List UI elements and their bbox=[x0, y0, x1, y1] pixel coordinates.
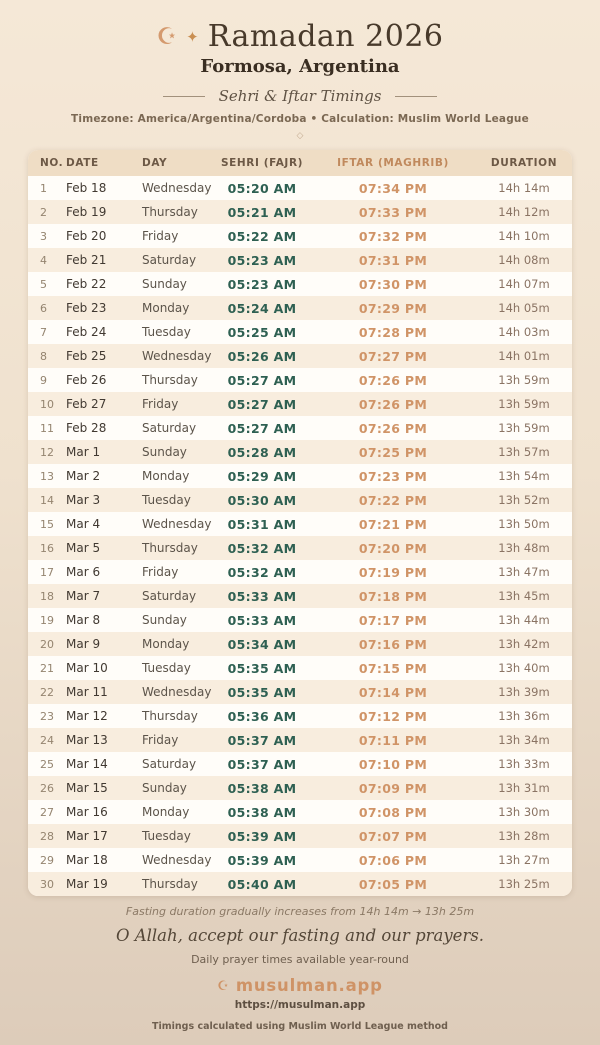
row-duration: 14h 05m bbox=[498, 301, 550, 315]
row-duration: 13h 36m bbox=[498, 709, 550, 723]
table-row bbox=[28, 680, 572, 704]
row-iftar-time: 07:19 PM bbox=[358, 564, 428, 580]
row-duration: 13h 34m bbox=[498, 733, 550, 747]
row-number: 5 bbox=[40, 277, 47, 291]
row-day: Sunday bbox=[142, 445, 187, 459]
row-duration: 13h 31m bbox=[498, 781, 550, 795]
calculation-method-note: Timings calculated using Muslim World League method bbox=[152, 1020, 448, 1032]
row-day: Wednesday bbox=[142, 853, 212, 867]
row-iftar-time: 07:15 PM bbox=[358, 660, 428, 676]
dua-quote: O Allah, accept our fasting and our prayers. bbox=[115, 926, 485, 945]
table-row bbox=[28, 536, 572, 560]
row-number: 7 bbox=[40, 325, 47, 339]
row-duration: 13h 45m bbox=[498, 589, 550, 603]
row-date: Feb 18 bbox=[66, 181, 107, 195]
row-number: 16 bbox=[40, 541, 54, 555]
table-row bbox=[28, 632, 572, 656]
row-day: Wednesday bbox=[142, 685, 212, 699]
row-duration: 14h 10m bbox=[498, 229, 550, 243]
row-number: 8 bbox=[40, 349, 47, 363]
row-date: Feb 27 bbox=[66, 397, 107, 411]
row-number: 22 bbox=[40, 685, 54, 699]
column-header-no: NO. bbox=[40, 157, 64, 169]
row-day: Thursday bbox=[142, 541, 198, 555]
row-date: Mar 3 bbox=[66, 493, 101, 507]
row-day: Sunday bbox=[142, 781, 187, 795]
column-header-duration: DURATION bbox=[490, 157, 558, 169]
row-number: 9 bbox=[40, 373, 47, 387]
row-iftar-time: 07:07 PM bbox=[358, 828, 428, 844]
row-duration: 13h 50m bbox=[498, 517, 550, 531]
row-number: 18 bbox=[40, 589, 54, 603]
row-sehri-time: 05:22 AM bbox=[227, 228, 297, 244]
row-number: 12 bbox=[40, 445, 54, 459]
row-sehri-time: 05:24 AM bbox=[227, 300, 297, 316]
table-row bbox=[28, 584, 572, 608]
row-duration: 13h 28m bbox=[498, 829, 550, 843]
row-duration: 13h 54m bbox=[498, 469, 550, 483]
row-sehri-time: 05:27 AM bbox=[227, 372, 297, 388]
table-row bbox=[28, 440, 572, 464]
row-date: Mar 15 bbox=[66, 781, 108, 795]
table-row bbox=[28, 224, 572, 248]
header bbox=[0, 0, 600, 142]
row-sehri-time: 05:31 AM bbox=[227, 516, 297, 532]
row-iftar-time: 07:09 PM bbox=[358, 780, 428, 796]
timings-subtitle: Sehri & Iftar Timings bbox=[218, 87, 382, 105]
table-row bbox=[28, 200, 572, 224]
row-iftar-time: 07:12 PM bbox=[358, 708, 428, 724]
table-row bbox=[28, 800, 572, 824]
row-sehri-time: 05:30 AM bbox=[227, 492, 297, 508]
row-iftar-time: 07:31 PM bbox=[358, 252, 428, 268]
row-duration: 13h 39m bbox=[498, 685, 550, 699]
location-subtitle: Formosa, Argentina bbox=[200, 56, 400, 77]
brand-row bbox=[0, 978, 600, 995]
row-day: Tuesday bbox=[142, 661, 191, 675]
row-duration: 13h 25m bbox=[498, 877, 550, 891]
row-iftar-time: 07:33 PM bbox=[358, 204, 428, 220]
table-row bbox=[28, 344, 572, 368]
row-duration: 14h 08m bbox=[498, 253, 550, 267]
row-duration: 14h 07m bbox=[498, 277, 550, 291]
row-iftar-time: 07:05 PM bbox=[358, 876, 428, 892]
row-iftar-time: 07:26 PM bbox=[358, 420, 428, 436]
table-row bbox=[28, 608, 572, 632]
row-day: Saturday bbox=[142, 757, 197, 771]
row-number: 1 bbox=[40, 181, 47, 195]
column-header-day: DAY bbox=[142, 157, 168, 169]
column-header-date: DATE bbox=[66, 157, 99, 169]
row-number: 21 bbox=[40, 661, 54, 675]
row-duration: 13h 52m bbox=[498, 493, 550, 507]
row-day: Tuesday bbox=[142, 829, 191, 843]
row-iftar-time: 07:34 PM bbox=[358, 180, 428, 196]
row-number: 13 bbox=[40, 469, 54, 483]
row-number: 25 bbox=[40, 757, 54, 771]
row-day: Monday bbox=[142, 301, 190, 315]
row-sehri-time: 05:20 AM bbox=[227, 180, 297, 196]
row-iftar-time: 07:30 PM bbox=[358, 276, 428, 292]
table-row bbox=[28, 488, 572, 512]
row-sehri-time: 05:35 AM bbox=[227, 684, 297, 700]
row-sehri-time: 05:33 AM bbox=[227, 612, 297, 628]
row-date: Mar 12 bbox=[66, 709, 108, 723]
row-date: Feb 21 bbox=[66, 253, 107, 267]
row-number: 3 bbox=[40, 229, 47, 243]
crescent-moon-icon: ☪ bbox=[156, 23, 178, 50]
timezone-calculation-meta: Timezone: America/Argentina/Cordoba • Calculation: Muslim World League bbox=[71, 113, 529, 125]
table-row bbox=[28, 416, 572, 440]
row-sehri-time: 05:38 AM bbox=[227, 780, 297, 796]
row-sehri-time: 05:32 AM bbox=[227, 564, 297, 580]
row-iftar-time: 07:20 PM bbox=[358, 540, 428, 556]
row-sehri-time: 05:39 AM bbox=[227, 828, 297, 844]
row-date: Mar 10 bbox=[66, 661, 108, 675]
row-day: Thursday bbox=[142, 877, 198, 891]
row-number: 4 bbox=[40, 253, 47, 267]
row-date: Feb 24 bbox=[66, 325, 107, 339]
brand-name: musulman.app bbox=[235, 976, 383, 995]
row-sehri-time: 05:34 AM bbox=[227, 636, 297, 652]
table-row bbox=[28, 728, 572, 752]
row-day: Friday bbox=[142, 229, 179, 243]
row-duration: 14h 03m bbox=[498, 325, 550, 339]
row-number: 29 bbox=[40, 853, 54, 867]
row-sehri-time: 05:39 AM bbox=[227, 852, 297, 868]
row-iftar-time: 07:08 PM bbox=[358, 804, 428, 820]
row-date: Mar 5 bbox=[66, 541, 101, 555]
row-date: Mar 7 bbox=[66, 589, 101, 603]
row-duration: 14h 12m bbox=[498, 205, 550, 219]
tagline: Daily prayer times available year-round bbox=[191, 953, 409, 966]
row-sehri-time: 05:40 AM bbox=[227, 876, 297, 892]
row-duration: 13h 57m bbox=[498, 445, 550, 459]
row-day: Monday bbox=[142, 637, 190, 651]
row-date: Mar 17 bbox=[66, 829, 108, 843]
row-sehri-time: 05:37 AM bbox=[227, 756, 297, 772]
row-date: Feb 28 bbox=[66, 421, 107, 435]
row-day: Saturday bbox=[142, 421, 197, 435]
row-day: Thursday bbox=[142, 373, 198, 387]
row-sehri-time: 05:38 AM bbox=[227, 804, 297, 820]
flourish-line-right bbox=[395, 96, 437, 97]
row-number: 28 bbox=[40, 829, 54, 843]
row-duration: 13h 44m bbox=[498, 613, 550, 627]
subtitle-row bbox=[0, 87, 600, 105]
row-date: Feb 26 bbox=[66, 373, 107, 387]
row-sehri-time: 05:36 AM bbox=[227, 708, 297, 724]
row-duration: 13h 42m bbox=[498, 637, 550, 651]
row-date: Feb 22 bbox=[66, 277, 107, 291]
diamond-separator-icon: ◇ bbox=[296, 131, 304, 141]
row-number: 26 bbox=[40, 781, 54, 795]
row-sehri-time: 05:27 AM bbox=[227, 396, 297, 412]
row-day: Wednesday bbox=[142, 181, 212, 195]
row-sehri-time: 05:27 AM bbox=[227, 420, 297, 436]
table-row bbox=[28, 560, 572, 584]
flourish-line-left bbox=[163, 96, 205, 97]
row-day: Friday bbox=[142, 733, 179, 747]
row-sehri-time: 05:29 AM bbox=[227, 468, 297, 484]
row-day: Saturday bbox=[142, 589, 197, 603]
table-row bbox=[28, 824, 572, 848]
row-day: Tuesday bbox=[142, 325, 191, 339]
table-row bbox=[28, 848, 572, 872]
row-day: Thursday bbox=[142, 709, 198, 723]
row-number: 6 bbox=[40, 301, 47, 315]
row-date: Feb 23 bbox=[66, 301, 107, 315]
row-sehri-time: 05:37 AM bbox=[227, 732, 297, 748]
row-iftar-time: 07:29 PM bbox=[358, 300, 428, 316]
footer bbox=[0, 904, 600, 1033]
row-day: Wednesday bbox=[142, 517, 212, 531]
row-sehri-time: 05:32 AM bbox=[227, 540, 297, 556]
table-row bbox=[28, 272, 572, 296]
timetable-card bbox=[28, 150, 572, 896]
row-day: Monday bbox=[142, 805, 190, 819]
row-iftar-time: 07:27 PM bbox=[358, 348, 428, 364]
row-date: Mar 1 bbox=[66, 445, 101, 459]
row-number: 19 bbox=[40, 613, 54, 627]
row-day: Friday bbox=[142, 565, 179, 579]
row-number: 10 bbox=[40, 397, 54, 411]
row-sehri-time: 05:25 AM bbox=[227, 324, 297, 340]
table-row bbox=[28, 704, 572, 728]
row-date: Mar 16 bbox=[66, 805, 108, 819]
table-header-row bbox=[28, 150, 572, 176]
row-date: Mar 14 bbox=[66, 757, 108, 771]
row-number: 14 bbox=[40, 493, 54, 507]
row-date: Mar 19 bbox=[66, 877, 108, 891]
table-row bbox=[28, 248, 572, 272]
sparkle-star-icon: ✦ bbox=[186, 27, 199, 46]
row-day: Wednesday bbox=[142, 349, 212, 363]
row-sehri-time: 05:26 AM bbox=[227, 348, 297, 364]
row-number: 27 bbox=[40, 805, 54, 819]
row-date: Mar 18 bbox=[66, 853, 108, 867]
row-date: Mar 6 bbox=[66, 565, 101, 579]
table-row bbox=[28, 368, 572, 392]
row-day: Sunday bbox=[142, 277, 187, 291]
row-iftar-time: 07:22 PM bbox=[358, 492, 428, 508]
row-sehri-time: 05:35 AM bbox=[227, 660, 297, 676]
table-row bbox=[28, 752, 572, 776]
table-row bbox=[28, 464, 572, 488]
row-day: Saturday bbox=[142, 253, 197, 267]
column-header-iftar: IFTAR (MAGHRIB) bbox=[337, 157, 449, 169]
row-duration: 14h 01m bbox=[498, 349, 550, 363]
row-date: Mar 2 bbox=[66, 469, 101, 483]
row-iftar-time: 07:17 PM bbox=[358, 612, 428, 628]
table-row bbox=[28, 512, 572, 536]
row-date: Feb 19 bbox=[66, 205, 107, 219]
title-row bbox=[0, 18, 600, 56]
row-duration: 13h 59m bbox=[498, 373, 550, 387]
row-duration: 14h 14m bbox=[498, 181, 550, 195]
row-duration: 13h 47m bbox=[498, 565, 550, 579]
row-date: Mar 8 bbox=[66, 613, 101, 627]
row-number: 20 bbox=[40, 637, 54, 651]
row-duration: 13h 59m bbox=[498, 397, 550, 411]
row-day: Monday bbox=[142, 469, 190, 483]
row-day: Friday bbox=[142, 397, 179, 411]
row-iftar-time: 07:18 PM bbox=[358, 588, 428, 604]
row-date: Mar 4 bbox=[66, 517, 101, 531]
row-iftar-time: 07:32 PM bbox=[358, 228, 428, 244]
row-date: Mar 9 bbox=[66, 637, 101, 651]
row-sehri-time: 05:21 AM bbox=[227, 204, 297, 220]
row-iftar-time: 07:23 PM bbox=[358, 468, 428, 484]
row-day: Thursday bbox=[142, 205, 198, 219]
page-title: Ramadan 2026 bbox=[207, 19, 444, 54]
row-iftar-time: 07:16 PM bbox=[358, 636, 428, 652]
row-date: Feb 25 bbox=[66, 349, 107, 363]
row-number: 15 bbox=[40, 517, 54, 531]
row-date: Mar 11 bbox=[66, 685, 108, 699]
row-duration: 13h 48m bbox=[498, 541, 550, 555]
row-iftar-time: 07:28 PM bbox=[358, 324, 428, 340]
row-duration: 13h 30m bbox=[498, 805, 550, 819]
row-iftar-time: 07:26 PM bbox=[358, 396, 428, 412]
row-iftar-time: 07:21 PM bbox=[358, 516, 428, 532]
row-iftar-time: 07:06 PM bbox=[358, 852, 428, 868]
row-sehri-time: 05:33 AM bbox=[227, 588, 297, 604]
table-row bbox=[28, 320, 572, 344]
row-duration: 13h 33m bbox=[498, 757, 550, 771]
row-iftar-time: 07:11 PM bbox=[358, 732, 428, 748]
row-number: 30 bbox=[40, 877, 54, 891]
row-number: 2 bbox=[40, 205, 47, 219]
column-header-sehri: SEHRI (FAJR) bbox=[220, 157, 304, 169]
row-sehri-time: 05:23 AM bbox=[227, 252, 297, 268]
table-row bbox=[28, 656, 572, 680]
brand-crescent-icon: ☪ bbox=[217, 978, 229, 994]
row-sehri-time: 05:28 AM bbox=[227, 444, 297, 460]
row-date: Mar 13 bbox=[66, 733, 108, 747]
row-day: Sunday bbox=[142, 613, 187, 627]
row-iftar-time: 07:25 PM bbox=[358, 444, 428, 460]
brand-url: https://musulman.app bbox=[234, 998, 366, 1011]
table-row bbox=[28, 392, 572, 416]
row-duration: 13h 40m bbox=[498, 661, 550, 675]
row-number: 24 bbox=[40, 733, 54, 747]
fasting-duration-note: Fasting duration gradually increases from 14h 14m → 13h 25m bbox=[125, 905, 475, 918]
row-duration: 13h 27m bbox=[498, 853, 550, 867]
row-date: Feb 20 bbox=[66, 229, 107, 243]
row-number: 17 bbox=[40, 565, 54, 579]
row-iftar-time: 07:14 PM bbox=[358, 684, 428, 700]
row-number: 11 bbox=[40, 421, 54, 435]
row-iftar-time: 07:10 PM bbox=[358, 756, 428, 772]
row-day: Tuesday bbox=[142, 493, 191, 507]
row-number: 23 bbox=[40, 709, 54, 723]
table-row bbox=[28, 176, 572, 200]
table-row bbox=[28, 872, 572, 896]
row-sehri-time: 05:23 AM bbox=[227, 276, 297, 292]
table-row bbox=[28, 296, 572, 320]
table-row bbox=[28, 776, 572, 800]
row-iftar-time: 07:26 PM bbox=[358, 372, 428, 388]
row-duration: 13h 59m bbox=[498, 421, 550, 435]
table-body bbox=[28, 176, 572, 896]
